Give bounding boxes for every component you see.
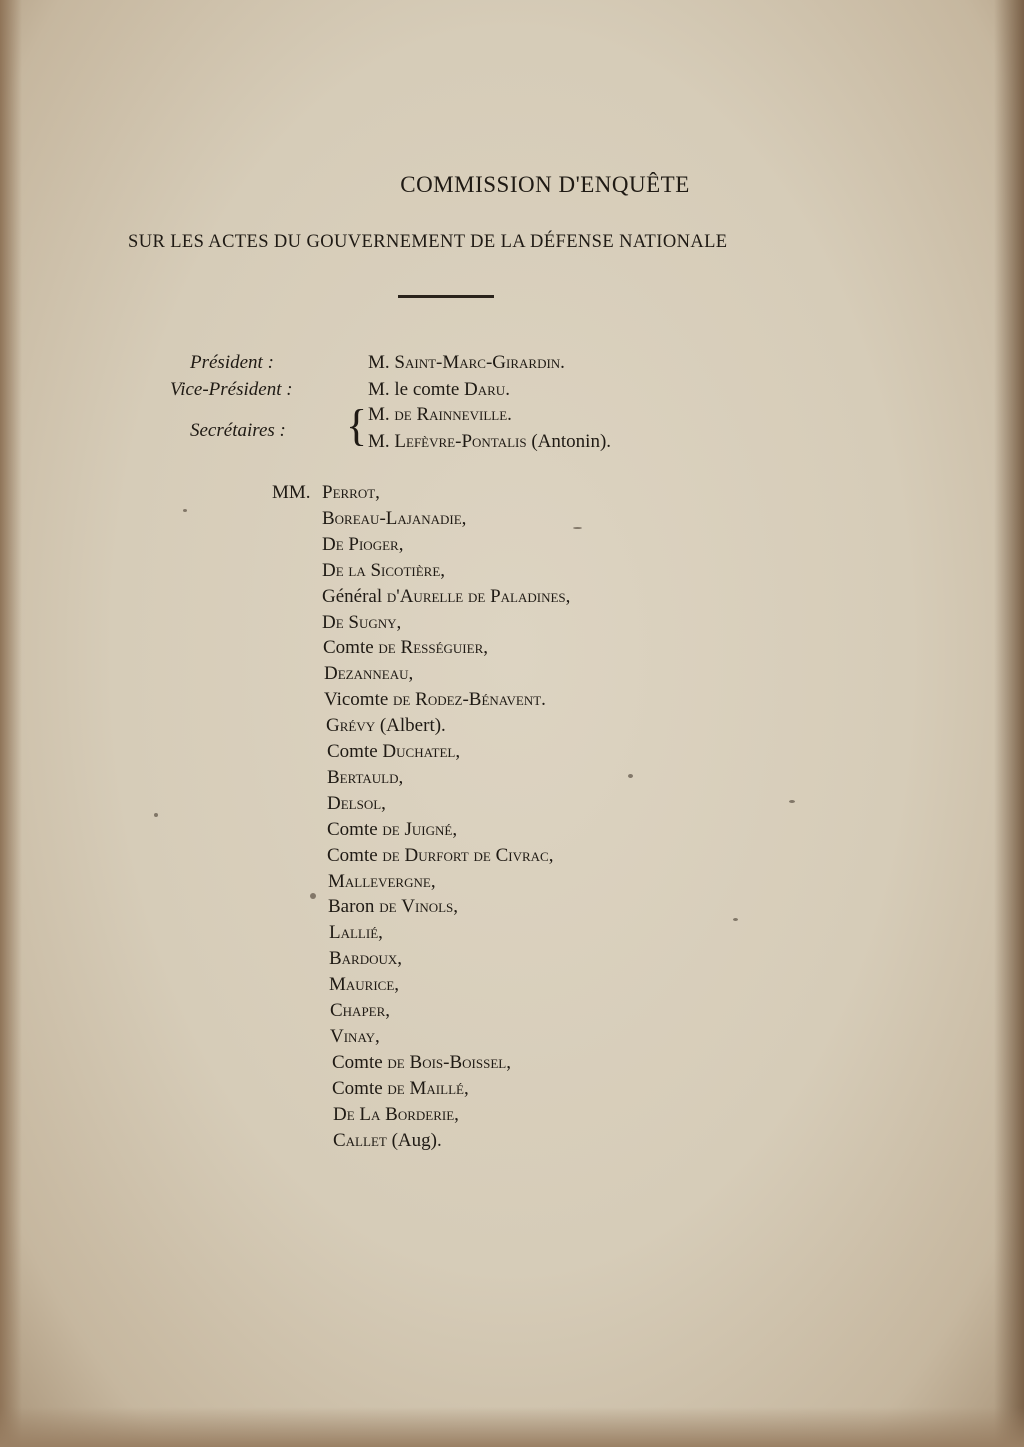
member-row	[329, 948, 402, 970]
secretaire-surname: Lefèvre-Pontalis	[394, 431, 527, 452]
vice-president-surname: Daru.	[464, 379, 510, 400]
member-row	[333, 1130, 442, 1152]
member-name: De Pioger,	[322, 534, 404, 555]
member-name: Juigné,	[404, 819, 458, 840]
secretaire-suffix: (Antonin).	[531, 431, 612, 452]
member-row	[327, 845, 553, 867]
member-name: Vinay,	[330, 1026, 380, 1047]
member-row	[329, 922, 383, 944]
member-name: Chaper,	[330, 1000, 391, 1021]
secretaire-prefix: M.	[368, 404, 390, 425]
member-name: Bois-Boissel,	[409, 1052, 511, 1073]
member-title: Vicomte	[324, 689, 389, 710]
member-title: Comte	[323, 637, 374, 658]
member-row	[330, 1026, 380, 1048]
paper-speck	[310, 893, 316, 899]
member-particle: de	[387, 1078, 405, 1099]
member-name: Vinols,	[401, 896, 459, 917]
member-name: Durfort de Civrac,	[404, 845, 554, 866]
page-edge-shadow-bottom	[0, 1407, 1024, 1447]
secretaire-row	[368, 431, 611, 453]
secretaire-prefix: M.	[368, 431, 390, 452]
president-surname: Saint-Marc-Girardin.	[394, 352, 565, 373]
member-title: Général	[322, 586, 383, 607]
member-name: De la Sicotière,	[322, 560, 446, 581]
member-name: De Sugny,	[322, 612, 402, 633]
member-row	[324, 689, 546, 711]
member-row	[332, 1052, 511, 1074]
member-name: Mallevergne,	[328, 871, 436, 892]
member-name: Bardoux,	[329, 948, 403, 969]
member-row	[323, 637, 488, 659]
paper-speck	[789, 800, 795, 803]
member-row	[332, 1078, 469, 1100]
president-prefix: M.	[368, 352, 390, 373]
member-row	[327, 767, 403, 789]
member-title: Comte	[327, 819, 378, 840]
member-name: Rodez-Bénavent.	[415, 689, 546, 710]
member-row	[327, 819, 457, 841]
member-suffix: (Aug).	[391, 1130, 442, 1151]
member-row	[322, 612, 401, 634]
member-row	[329, 974, 399, 996]
secretaire-row	[368, 404, 512, 426]
document-subtitle: SUR LES ACTES DU GOUVERNEMENT DE LA DÉFENSE NATIONALE	[128, 232, 728, 252]
member-title: Comte	[332, 1078, 383, 1099]
member-title: Comte	[332, 1052, 383, 1073]
member-suffix: (Albert).	[379, 715, 446, 736]
member-row	[327, 793, 386, 815]
member-name: Bertauld,	[327, 767, 404, 788]
member-particle: de	[379, 896, 397, 917]
paper-speck	[183, 509, 187, 512]
member-row	[322, 508, 466, 530]
member-particle: de	[382, 819, 400, 840]
page-edge-shadow-left	[0, 0, 22, 1447]
member-row	[322, 482, 380, 504]
vice-president-name	[368, 379, 510, 401]
member-row	[322, 560, 445, 582]
secretaires-label: Secrétaires :	[190, 420, 286, 441]
member-name: Dezanneau,	[324, 663, 414, 684]
vice-president-label: Vice-Président :	[170, 379, 293, 400]
member-name: De La Borderie,	[333, 1104, 459, 1125]
member-name: Perrot,	[322, 482, 380, 503]
paper-speck	[733, 918, 738, 921]
member-name: Callet	[333, 1130, 387, 1151]
member-row	[324, 663, 413, 685]
member-particle: de	[378, 637, 396, 658]
member-name: Delsol,	[327, 793, 386, 814]
president-name	[368, 352, 565, 374]
document-title: COMMISSION D'ENQUÊTE	[400, 172, 690, 197]
member-name: Boreau-Lajanadie,	[322, 508, 467, 529]
member-name: Grévy	[326, 715, 376, 736]
member-particle: de	[393, 689, 411, 710]
member-row	[330, 1000, 390, 1022]
member-name: Duchatel,	[382, 741, 461, 762]
member-name: Lallié,	[329, 922, 383, 943]
secretaires-brace: {	[346, 401, 368, 450]
member-title: Comte	[327, 741, 378, 762]
member-particle: de	[382, 845, 400, 866]
member-name: Rességuier,	[400, 637, 488, 658]
member-row	[327, 741, 460, 763]
member-title: Comte	[327, 845, 378, 866]
paper-speck	[573, 527, 582, 529]
paper-speck	[154, 813, 158, 817]
member-particle: de	[387, 1052, 405, 1073]
members-label: MM.	[272, 482, 311, 503]
member-row	[326, 715, 446, 737]
secretaire-surname: Rainneville.	[416, 404, 512, 425]
president-label: Président :	[190, 352, 274, 373]
member-row	[322, 534, 403, 556]
title-divider-rule	[398, 295, 494, 298]
member-row	[328, 896, 458, 918]
vice-president-prefix: M. le comte	[368, 379, 460, 400]
secretaire-particle: de	[394, 404, 412, 425]
member-row	[333, 1104, 459, 1126]
member-name: Maillé,	[409, 1078, 469, 1099]
paper-speck	[628, 774, 633, 778]
member-title: Baron	[328, 896, 375, 917]
page-edge-shadow-right	[994, 0, 1024, 1447]
member-name: Aurelle de Paladines,	[399, 586, 571, 607]
member-particle: d'	[386, 586, 400, 607]
member-name: Maurice,	[329, 974, 400, 995]
member-row	[328, 871, 436, 893]
member-row	[322, 586, 570, 608]
